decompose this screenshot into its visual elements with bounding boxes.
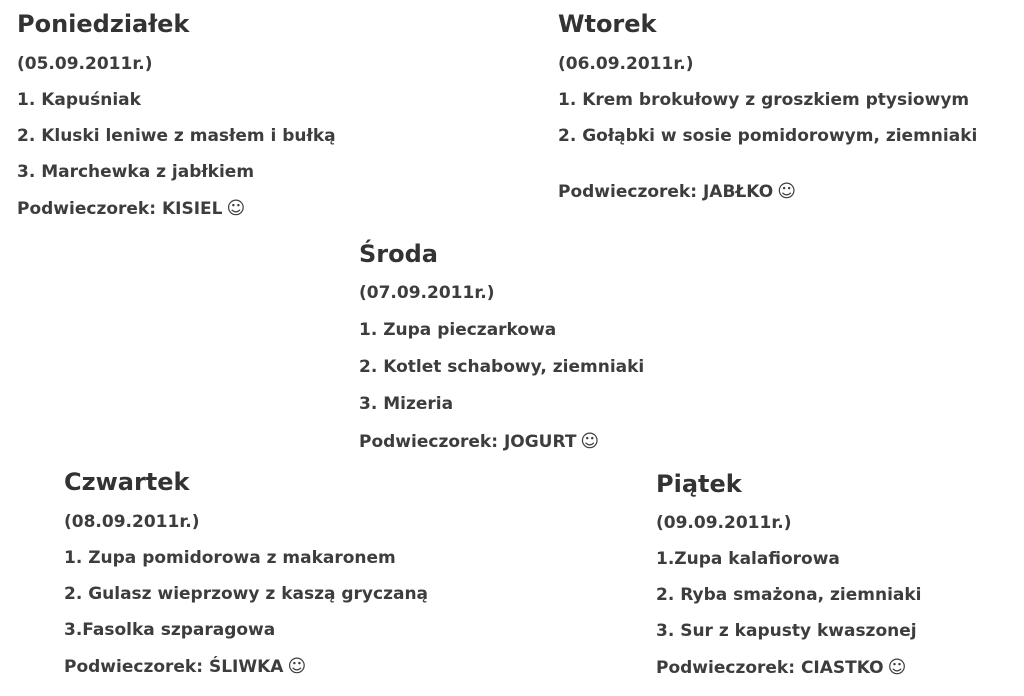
menu-item-3: 3. Mizeria bbox=[359, 394, 454, 414]
menu-item-3: 3.Fasolka szparagowa bbox=[64, 620, 276, 640]
snack-line bbox=[558, 183, 977, 201]
menu-item-3: 3. Sur z kapusty kwaszonej bbox=[656, 621, 917, 641]
day-block-wednesday bbox=[359, 242, 644, 471]
snack-line bbox=[64, 658, 428, 676]
day-title: Piątek bbox=[656, 470, 742, 498]
menu-item-2: 2. Kluski leniwe z masłem i bułką bbox=[17, 126, 336, 146]
menu-item-2: 2. Kotlet schabowy, ziemniaki bbox=[359, 357, 645, 377]
day-title: Poniedziałek bbox=[17, 10, 190, 38]
menu-item-1: 1.Zupa kalafiorowa bbox=[656, 549, 840, 569]
snack-text: Podwieczorek: JOGURT bbox=[359, 432, 577, 452]
snack-line bbox=[17, 200, 336, 218]
day-date: (06.09.2011r.) bbox=[558, 54, 694, 74]
menu-item-1: 1. Kapuśniak bbox=[17, 90, 141, 110]
day-block-friday bbox=[656, 472, 922, 696]
day-date: (05.09.2011r.) bbox=[17, 54, 153, 74]
day-block-tuesday bbox=[558, 12, 977, 220]
day-title: Środa bbox=[359, 240, 438, 268]
snack-line bbox=[359, 433, 644, 451]
smiley-icon: ☺ bbox=[580, 431, 600, 452]
day-date: (07.09.2011r.) bbox=[359, 283, 495, 303]
menu-item-2: 2. Gulasz wieprzowy z kaszą gryczaną bbox=[64, 584, 429, 604]
smiley-icon: ☺ bbox=[226, 198, 246, 219]
smiley-icon: ☺ bbox=[287, 656, 307, 677]
day-block-monday bbox=[17, 12, 336, 237]
day-date: (09.09.2011r.) bbox=[656, 513, 792, 533]
menu-item-1: 1. Zupa pomidorowa z makaronem bbox=[64, 548, 396, 568]
smiley-icon: ☺ bbox=[777, 181, 796, 202]
snack-text: Podwieczorek: JABŁKO bbox=[558, 182, 774, 202]
menu-item-2: 2. Ryba smażona, ziemniaki bbox=[656, 585, 922, 605]
day-title: Czwartek bbox=[64, 468, 190, 496]
menu-item-2: 2. Gołąbki w sosie pomidorowym, ziemniaki bbox=[558, 126, 978, 146]
snack-text: Podwieczorek: KISIEL bbox=[17, 199, 223, 219]
snack-text: Podwieczorek: ŚLIWKA bbox=[64, 657, 284, 677]
menu-item-1: 1. Zupa pieczarkowa bbox=[359, 320, 557, 340]
menu-item-1: 1. Krem brokułowy z groszkiem ptysiowym bbox=[558, 90, 970, 110]
snack-line bbox=[656, 659, 922, 677]
snack-text: Podwieczorek: CIASTKO bbox=[656, 658, 884, 678]
day-block-thursday bbox=[64, 470, 428, 695]
smiley-icon: ☺ bbox=[887, 657, 907, 678]
day-title: Wtorek bbox=[558, 10, 657, 38]
menu-item-3: 3. Marchewka z jabłkiem bbox=[17, 162, 255, 182]
day-date: (08.09.2011r.) bbox=[64, 512, 200, 532]
